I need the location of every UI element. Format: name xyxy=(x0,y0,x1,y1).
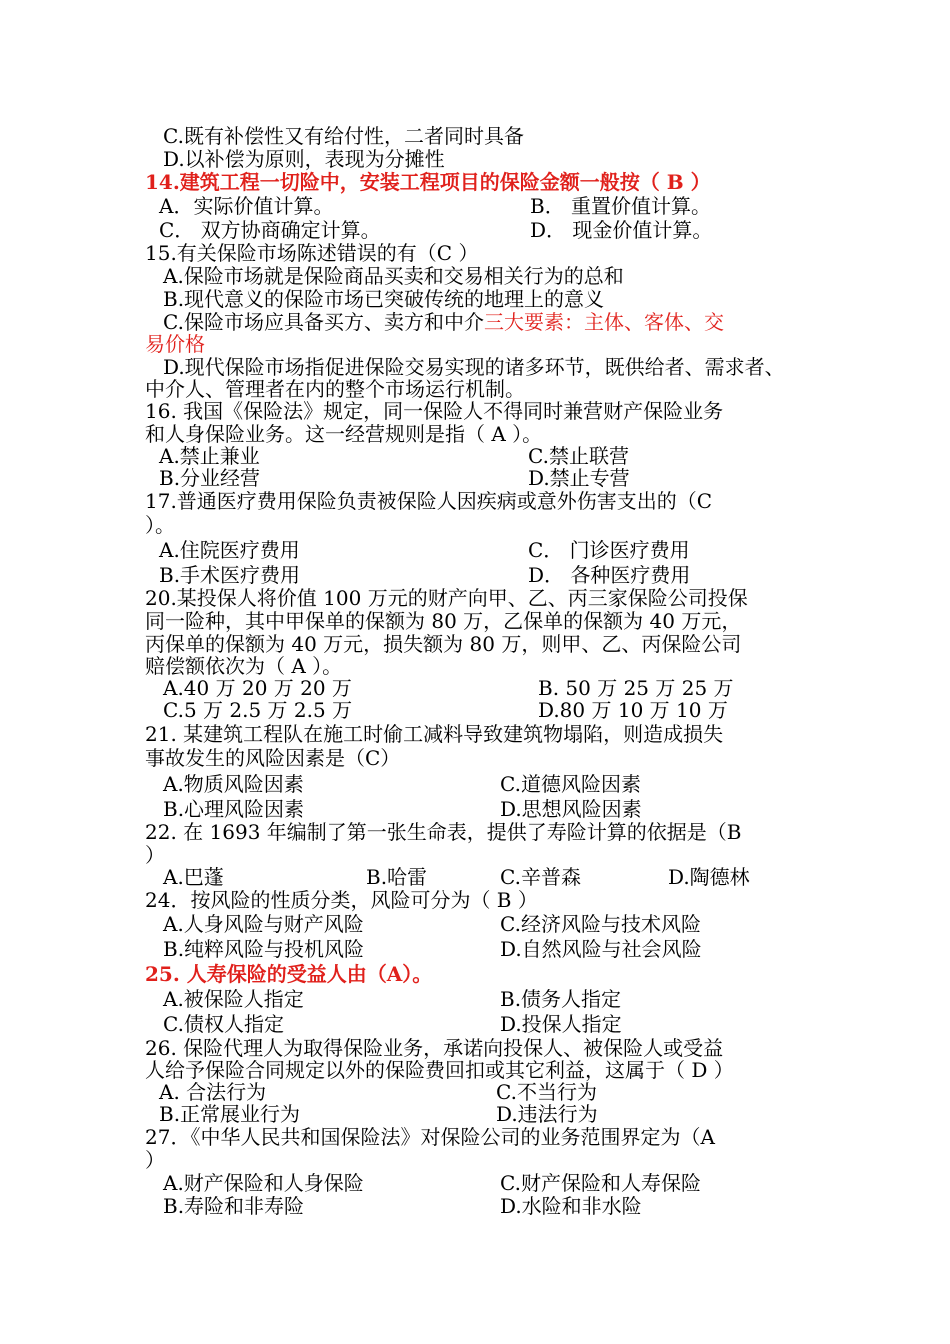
question-17-cont: ）。 xyxy=(145,513,175,537)
option-text xyxy=(163,310,724,334)
option-text: 中介人、管理者在内的整个市场运行机制。 xyxy=(145,377,525,401)
option-text: A.人身风险与财产风险 xyxy=(163,912,364,936)
option-text: D.80 万 10 万 10 万 xyxy=(538,698,728,722)
option-text: B.寿险和非寿险 xyxy=(163,1194,305,1218)
option-text: B.正常展业行为 xyxy=(159,1102,301,1126)
question-27-cont: ） xyxy=(145,1148,165,1172)
option-text: A.物质风险因素 xyxy=(163,772,304,796)
option-text: B. 50 万 25 万 25 万 xyxy=(538,676,734,700)
option-text: C.财产保险和人寿保险 xyxy=(500,1171,701,1195)
question-17: 17.普通医疗费用保险负责被保险人因疾病或意外伤害支出的（C xyxy=(145,489,713,513)
option-text: A. 合法行为 xyxy=(159,1080,267,1104)
option-text: B.分业经营 xyxy=(159,466,261,490)
question-16-cont: 和人身保险业务。这一经营规则是指（ A ）。 xyxy=(145,422,543,446)
option-text: A.财产保险和人身保险 xyxy=(163,1171,364,1195)
question-14: 14.建筑工程一切险中，安装工程项目的保险金额一般按（ B ） xyxy=(145,170,711,194)
option-text: B.哈雷 xyxy=(366,865,428,889)
option-text: A．实际价值计算。 xyxy=(159,194,334,218)
option-text: D.投保人指定 xyxy=(500,1012,622,1036)
question-20-cont: 丙保单的保额为 40 万元，损失额为 80 万，则甲、乙、丙保险公司 xyxy=(145,632,742,656)
question-27: 27．《中华人民共和国保险法》对保险公司的业务范围界定为（A xyxy=(145,1125,715,1149)
question-20: 20.某投保人将价值 100 万元的财产向甲、乙、丙三家保险公司投保 xyxy=(145,586,748,610)
option-text: D． 各种医疗费用 xyxy=(528,563,691,587)
question-16: 16. 我国《保险法》规定，同一保险人不得同时兼营财产保险业务 xyxy=(145,399,724,423)
option-text: B.心理风险因素 xyxy=(163,797,305,821)
annotation-note: 易价格 xyxy=(145,332,205,356)
option-text: C.辛普森 xyxy=(500,865,581,889)
question-15: 15.有关保险市场陈述错误的有（C ） xyxy=(145,241,479,265)
question-24: 24．按风险的性质分类，风险可分为（ B ） xyxy=(145,888,538,912)
option-text: D.违法行为 xyxy=(496,1102,598,1126)
question-21-cont: 事故发生的风险因素是（C） xyxy=(145,746,401,770)
option-text: B.手术医疗费用 xyxy=(159,563,301,587)
option-text: A.住院医疗费用 xyxy=(159,538,300,562)
option-text: C.既有补偿性又有给付性，二者同时具备 xyxy=(163,124,524,148)
option-text: D.思想风险因素 xyxy=(500,797,642,821)
option-text: C.债权人指定 xyxy=(163,1012,284,1036)
question-26: 26. 保险代理人为取得保险业务，承诺向投保人、被保险人或受益 xyxy=(145,1036,724,1060)
option-text: C.不当行为 xyxy=(496,1080,597,1104)
option-text: D.陶德林 xyxy=(668,865,750,889)
option-text: D.水险和非水险 xyxy=(500,1194,642,1218)
option-text: D.自然风险与社会风险 xyxy=(500,937,702,961)
option-text: C.经济风险与技术风险 xyxy=(500,912,701,936)
option-text-main: C.保险市场应具备买方、卖方和中介 xyxy=(163,310,484,334)
option-text: B． 重置价值计算。 xyxy=(530,194,712,218)
question-20-cont: 同一险种，其中甲保单的保额为 80 万，乙保单的保额为 40 万元， xyxy=(145,609,742,633)
option-text: B.纯粹风险与投机风险 xyxy=(163,937,365,961)
question-25: 25. 人寿保险的受益人由（A）。 xyxy=(145,962,433,986)
option-text: C.5 万 2.5 万 2.5 万 xyxy=(163,698,353,722)
option-text: D． 现金价值计算。 xyxy=(530,218,713,242)
question-22-cont: ） xyxy=(145,843,165,867)
option-text: B.债务人指定 xyxy=(500,987,622,1011)
option-text: C.道德风险因素 xyxy=(500,772,641,796)
option-text: A.巴蓬 xyxy=(163,865,224,889)
question-22: 22. 在 1693 年编制了第一张生命表，提供了寿险计算的依据是（B xyxy=(145,820,742,844)
option-text: D.禁止专营 xyxy=(528,466,630,490)
option-text: C． 门诊医疗费用 xyxy=(528,538,690,562)
option-text: A.禁止兼业 xyxy=(159,444,260,468)
question-26-cont: 人给予保险合同规定以外的保险费回扣或其它利益，这属于（ D ） xyxy=(145,1058,734,1082)
option-text: C.禁止联营 xyxy=(528,444,629,468)
option-text: B.现代意义的保险市场已突破传统的地理上的意义 xyxy=(163,287,605,311)
option-text: D.以补偿为原则，表现为分摊性 xyxy=(163,147,445,171)
option-text: D.现代保险市场指促进保险交易实现的诸多环节，既供给者、需求者、 xyxy=(163,355,785,379)
option-text: C． 双方协商确定计算。 xyxy=(159,218,381,242)
question-20-cont: 赔偿额依次为（ A ）。 xyxy=(145,654,343,678)
option-text: A.保险市场就是保险商品买卖和交易相关行为的总和 xyxy=(163,264,624,288)
option-text: A.40 万 20 万 20 万 xyxy=(163,676,352,700)
option-text: A.被保险人指定 xyxy=(163,987,304,1011)
annotation-note: 三大要素：主体、客体、交 xyxy=(483,310,724,334)
question-21: 21. 某建筑工程队在施工时偷工减料导致建筑物塌陷，则造成损失 xyxy=(145,722,724,746)
